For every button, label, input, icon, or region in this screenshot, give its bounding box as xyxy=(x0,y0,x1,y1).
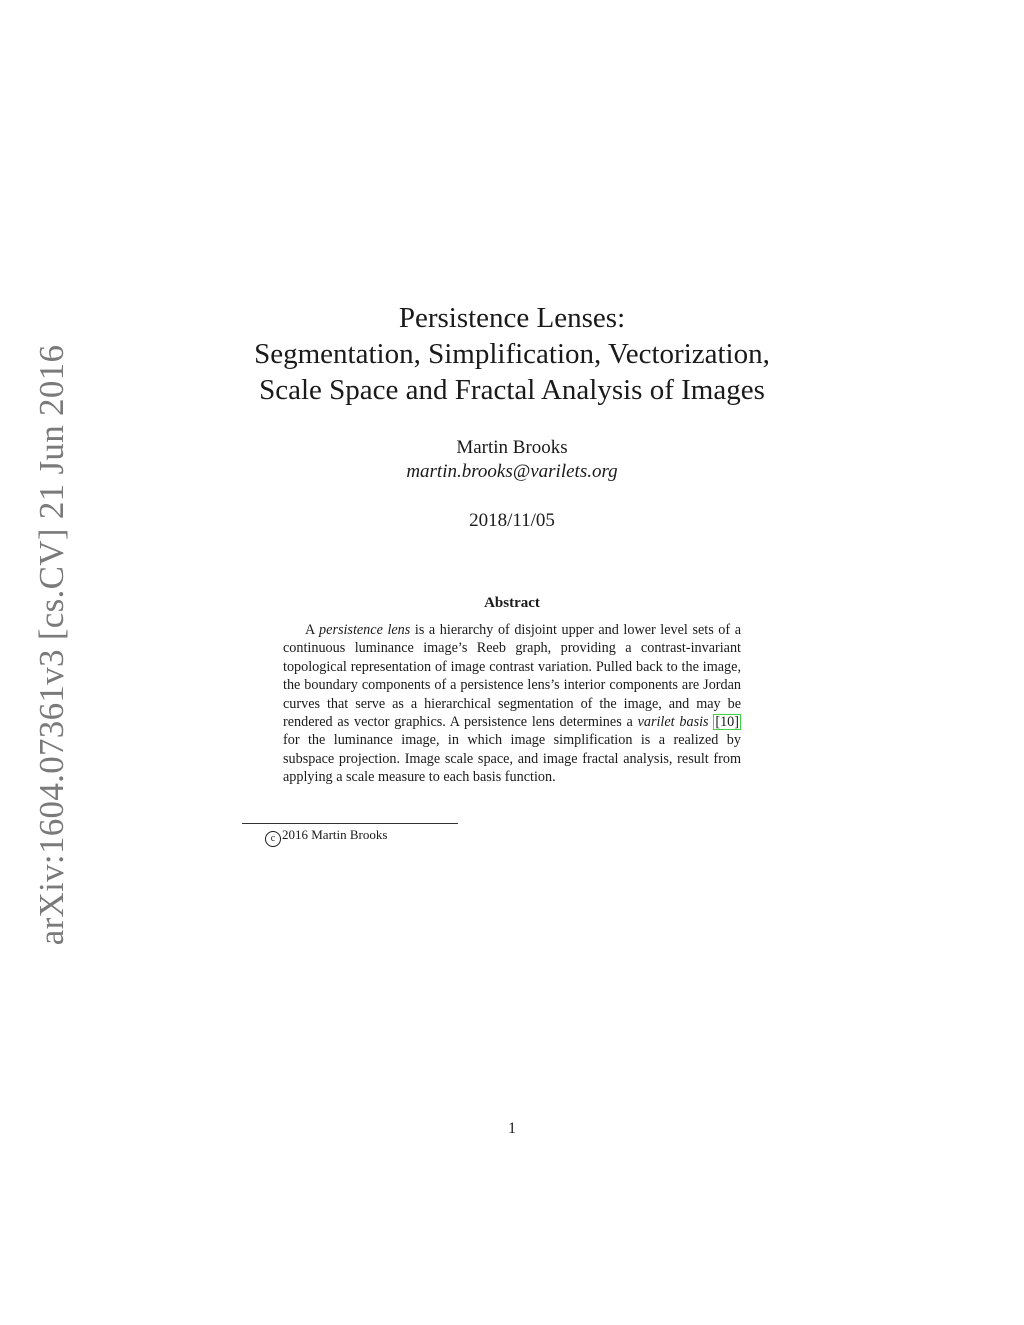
citation-number: 10 xyxy=(720,714,735,731)
copyright-footnote xyxy=(265,827,387,847)
abstract-intro: A xyxy=(305,622,320,638)
persistence-lens-term: persistence lens xyxy=(319,622,411,638)
title-line-3: Scale Space and Fractal Analysis of Images xyxy=(259,374,765,406)
paper-title xyxy=(200,300,824,408)
abstract-heading: Abstract xyxy=(484,595,540,611)
abstract-text-part2: for the luminance image, in which image simplification is a realized by subspace projection. Image scale space, and image fractal analysis, result from applying a scale measure to each basis function. xyxy=(283,732,741,786)
citation-link[interactable]: [10] xyxy=(715,714,739,731)
footnote-divider xyxy=(242,823,458,824)
copyright-icon: c xyxy=(265,831,281,847)
paper-date: 2018/11/05 xyxy=(469,510,555,531)
title-line-2: Segmentation, Simplification, Vectorization, xyxy=(254,338,770,370)
author-email[interactable]: martin.brooks@varilets.org xyxy=(406,461,618,482)
abstract-body xyxy=(283,621,741,787)
page-number: 1 xyxy=(508,1120,516,1137)
abstract-text-part1: is a hierarchy of disjoint upper and lower level sets of a continuous luminance image’s Reeb graph, providing a contrast-invariant topological representation of image contrast variation. Pulled back to the image, the boundary components of a persistence lens’s interior components are Jordan curves that serve as a hierarchical segmentation of the image, and may be rendered as vector graphics. A persistence lens determines a xyxy=(283,622,741,731)
author-name: Martin Brooks xyxy=(456,437,568,458)
title-line-1: Persistence Lenses: xyxy=(398,302,626,334)
arxiv-identifier: arXiv:1604.07361v3 [cs.CV] 21 Jun 2016 xyxy=(32,344,71,946)
copyright-text: 2016 Martin Brooks xyxy=(282,827,388,842)
varilet-basis-term: varilet basis xyxy=(637,714,709,731)
